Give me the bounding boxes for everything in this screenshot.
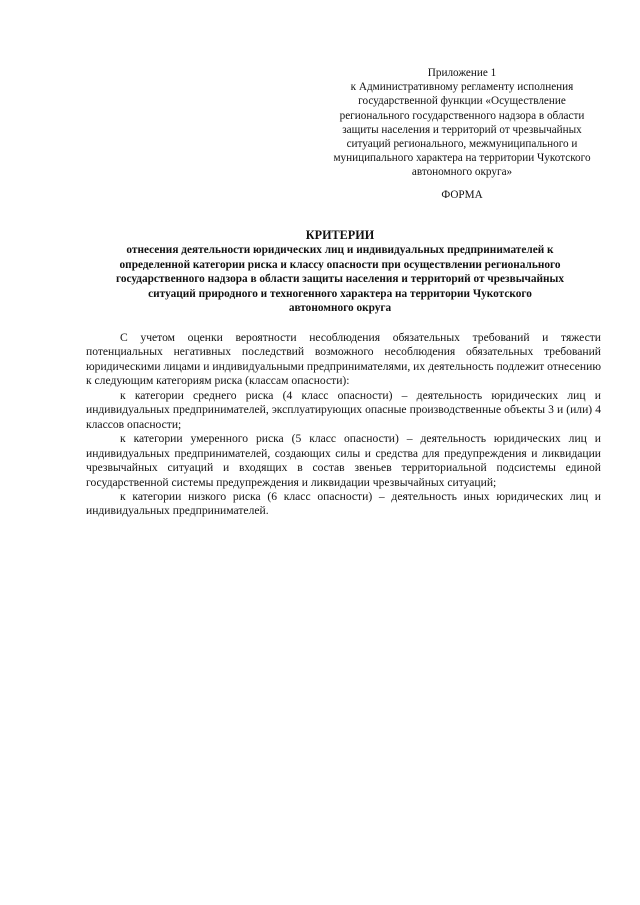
subtitle-line: отнесения деятельности юридических лиц и индивидуальных предпринимателей к bbox=[126, 244, 554, 256]
document-body bbox=[86, 331, 601, 519]
document-title: КРИТЕРИИ bbox=[305, 228, 375, 242]
appendix-line: Приложение 1 bbox=[427, 67, 497, 79]
appendix-line: государственной функции «Осуществление bbox=[358, 95, 566, 108]
subtitle-line: государственного надзора в области защиты населения и территорий от чрезвычайных bbox=[115, 273, 565, 286]
subtitle-line: автономного округа bbox=[288, 302, 392, 315]
low-risk-paragraph: к категории низкого риска (6 класс опасности) – деятельность иных юридических лиц и индивидуальных предпринимателей. bbox=[86, 489, 601, 518]
appendix-line: защиты населения и территорий от чрезвычайных bbox=[342, 123, 582, 136]
subtitle-line: определенной категории риска и классу опасности при осуществлении регионального bbox=[119, 258, 561, 271]
appendix-header bbox=[300, 66, 624, 180]
moderate-risk-paragraph: к категории умеренного риска (5 класс опасности) – деятельность юридических лиц и индивидуальных предпринимателей, создающих силы и средства для предупреждения и ликвидации чрезвычайных ситуаций и входящих в состав звеньев территориальной подсистемы единой государственной системы предупреждения и ликвидации чрезвычайных ситуаций; bbox=[86, 432, 601, 489]
subtitle-line: ситуаций природного и техногенного характера на территории Чукотского bbox=[148, 287, 532, 300]
document-subtitle bbox=[70, 243, 610, 316]
appendix-line: регионального государственного надзора в области bbox=[339, 109, 585, 122]
appendix-line: к Административному регламенту исполнения bbox=[350, 81, 574, 94]
appendix-line: ситуаций регионального, межмуниципального и bbox=[346, 138, 578, 151]
medium-risk-paragraph: к категории среднего риска (4 класс опасности) – деятельность юридических лиц и индивидуальных предпринимателей, эксплуатирующих опасные производственные объекты 3 и (или) 4 классов опасности; bbox=[86, 388, 601, 431]
appendix-line: автономного округа» bbox=[411, 166, 513, 179]
intro-paragraph: С учетом оценки вероятности несоблюдения обязательных требований и тяжести потенциальных негативных последствий возможного несоблюдения обязательных требований юридическими лицами и индивидуальными предпринимателями, их деятельность подлежит отнесению к следующим категориям риска (классам опасности): bbox=[86, 331, 601, 388]
form-label: ФОРМА bbox=[441, 189, 483, 201]
appendix-line: муниципального характера на территории Чукотского bbox=[333, 152, 591, 165]
